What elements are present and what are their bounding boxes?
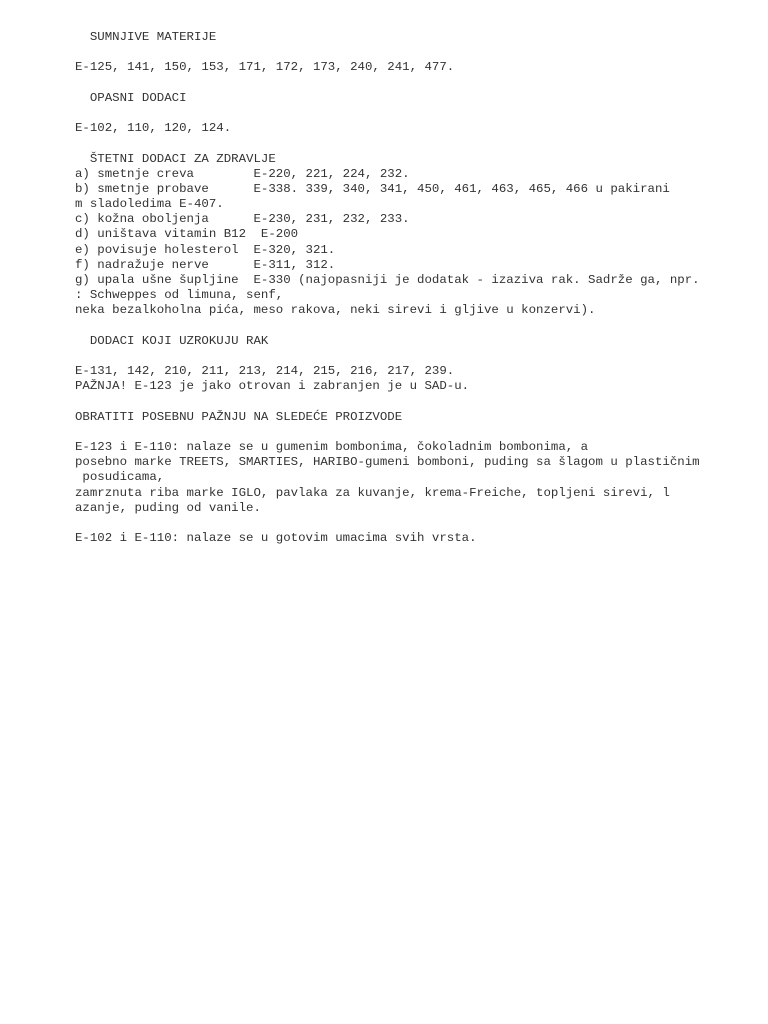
blank-line — [75, 45, 755, 60]
section-heading: OPASNI DODACI — [75, 90, 187, 105]
section-heading: ŠTETNI DODACI ZA ZDRAVLJE — [75, 151, 276, 166]
blank-line — [75, 349, 755, 364]
section-heading: OBRATITI POSEBNU PAŽNJU NA SLEDEĆE PROIZVODE — [75, 409, 403, 424]
text-line: E-131, 142, 210, 211, 213, 214, 215, 216, 217, 239. — [75, 364, 455, 379]
text-line: f) nadražuje nerve E-311, 312. — [75, 257, 336, 272]
blank-line — [75, 395, 755, 410]
blank-line — [75, 76, 755, 91]
text-line: E-102, 110, 120, 124. — [75, 121, 232, 136]
text-line: e) povisuje holesterol E-320, 321. — [75, 242, 336, 257]
text-line: : Schweppes od limuna, senf, — [75, 288, 284, 303]
text-line: azanje, puding od vanile. — [75, 500, 261, 515]
text-line: d) uništava vitamin B12 E-200 — [75, 227, 299, 242]
text-line: g) upala ušne šupljine E-330 (najopasniji je dodatak - izaziva rak. Sadrže ga, npr. — [75, 273, 700, 287]
text-line: posudicama, — [75, 470, 165, 485]
blank-line — [75, 319, 755, 334]
text-line: b) smetnje probave E-338. 339, 340, 341, 450, 461, 463, 465, 466 u pakirani — [75, 181, 670, 196]
blank-line — [75, 106, 755, 121]
text-line: E-123 i E-110: nalaze se u gumenim bombonima, čokoladnim bombonima, a — [75, 440, 589, 455]
text-line: c) kožna oboljenja E-230, 231, 232, 233. — [75, 212, 410, 227]
document-page — [75, 8, 755, 546]
text-line: posebno marke TREETS, SMARTIES, HARIBO-gumeni bomboni, puding sa šlagom u plastičnim — [75, 455, 700, 470]
text-line: E-125, 141, 150, 153, 171, 172, 173, 240, 241, 477. — [75, 60, 455, 75]
text-line: a) smetnje creva E-220, 221, 224, 232. — [75, 166, 410, 181]
text-line: neka bezalkoholna pića, meso rakova, neki sirevi i gljive u konzervi). — [75, 303, 596, 318]
text-line: m sladoledima E-407. — [75, 197, 224, 212]
text-line: E-102 i E-110: nalaze se u gotovim umacima svih vrsta. — [75, 531, 477, 546]
text-line: PAŽNJA! E-123 je jako otrovan i zabranjen je u SAD-u. — [75, 379, 470, 394]
missing-glyph-icon — [75, 8, 755, 30]
blank-line — [75, 516, 755, 531]
text-line: zamrznuta riba marke IGLO, pavlaka za kuvanje, krema-Freiche, topljeni sirevi, l — [75, 485, 670, 500]
blank-line — [75, 425, 755, 440]
section-heading: DODACI KOJI UZROKUJU RAK — [75, 333, 269, 348]
blank-line — [75, 136, 755, 151]
section-heading: SUMNJIVE MATERIJE — [75, 30, 217, 44]
